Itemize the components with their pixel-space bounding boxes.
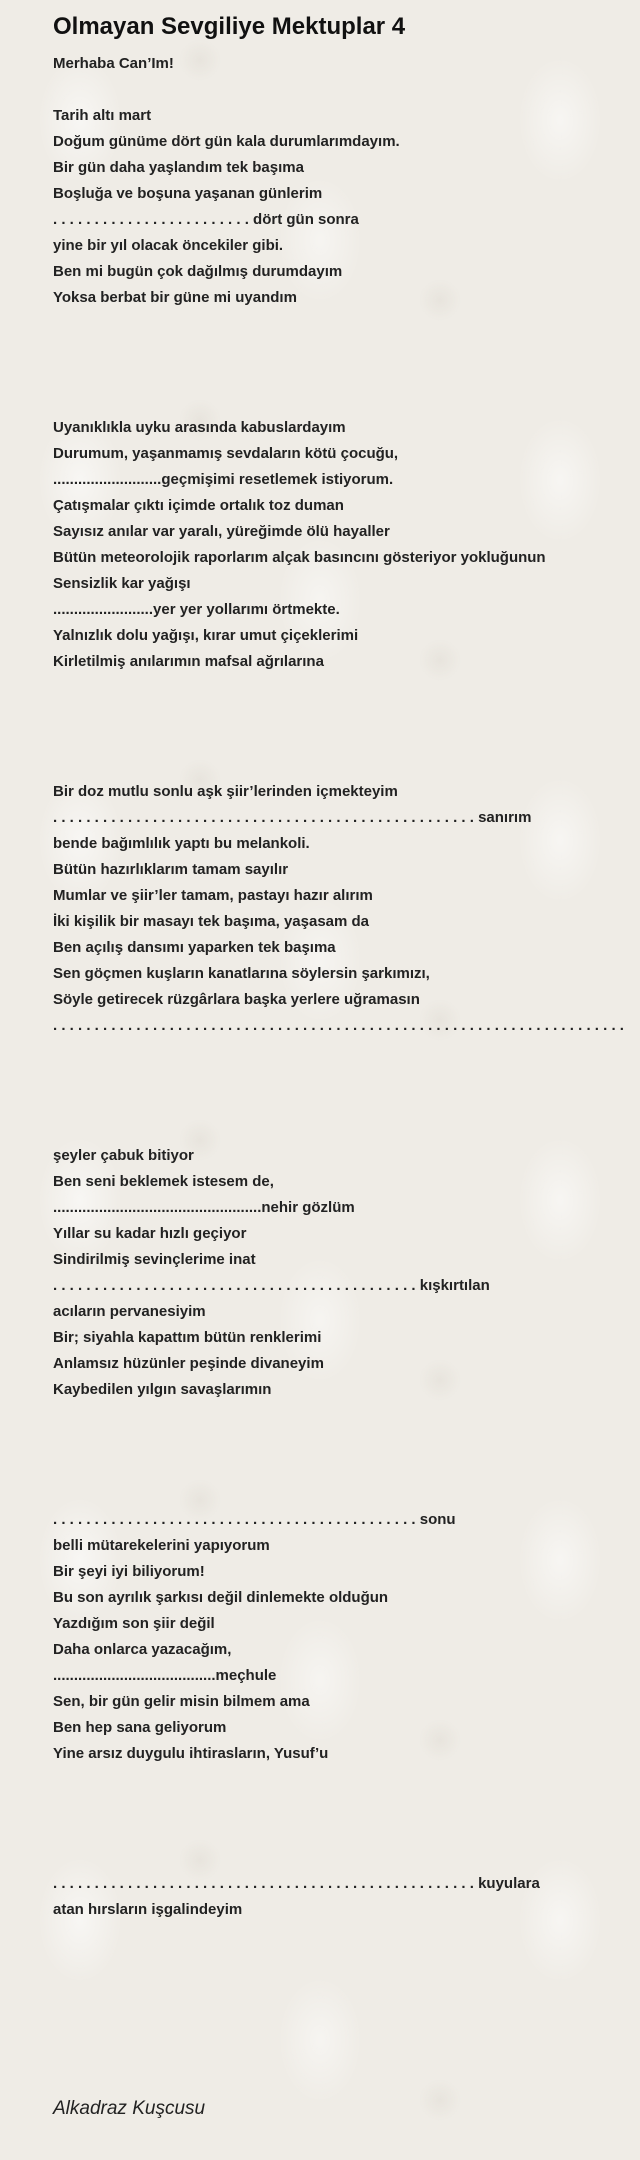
poem-line: Bütün meteorolojik raporlarım alçak basıncını gösteriyor yokluğunun: [53, 549, 546, 566]
stanza-gap: [53, 311, 640, 337]
poem-line: Daha onlarca yazacağım,: [53, 1641, 232, 1658]
poem-line: Bütün hazırlıklarım tamam sayılır: [53, 861, 289, 878]
poem-line: Bu son ayrılık şarkısı değil dinlemekte olduğun: [53, 1589, 389, 1606]
poem-line: Bir gün daha yaşlandım tek başıma: [53, 159, 304, 176]
poem-line: . . . . . . . . . . . . . . . . . . . . . . . . . . . . . . . . . . . . . . . . . . . . . . . . . . . sanırım: [53, 809, 532, 826]
stanza: [53, 1871, 640, 1923]
stanza-gap: [53, 1481, 640, 1507]
poem-line: Uyanıklıkla uyku arasında kabuslardayım: [53, 419, 346, 436]
stanza-gap: [53, 1403, 640, 1429]
stanza-gap: [53, 1455, 640, 1481]
poem-line: Bir; siyahla kapattım bütün renklerimi: [53, 1329, 322, 1346]
poem-line: Ben mi bugün çok dağılmış durumdayım: [53, 263, 343, 280]
stanza-gap: [53, 363, 640, 389]
poem-line: Bir doz mutlu sonlu aşk şiir’lerinden içmekteyim: [53, 783, 398, 800]
stanza-gap: [53, 1429, 640, 1455]
stanza: [53, 1507, 640, 1871]
stanza-gap: [53, 1845, 640, 1871]
poem-line: Yine arsız duygulu ihtirasların, Yusuf’u: [53, 1745, 329, 1762]
poem-line: Yoksa berbat bir güne mi uyandım: [53, 289, 297, 306]
poem-line: Sensizlik kar yağışı: [53, 575, 191, 592]
poem-line: acıların pervanesiyim: [53, 1303, 206, 1320]
stanza-gap: [53, 1793, 640, 1819]
stanza: [53, 415, 640, 779]
poem-title: Olmayan Sevgiliye Mektuplar 4: [53, 13, 406, 40]
stanza-gap: [53, 389, 640, 415]
poem-line: . . . . . . . . . . . . . . . . . . . . . . . . dört gün sonra: [53, 211, 359, 228]
poem-line: yine bir yıl olacak öncekiler gibi.: [53, 237, 284, 254]
poem-line: Anlamsız hüzünler peşinde divaneyim: [53, 1355, 324, 1372]
spacer: [53, 77, 640, 103]
poem-line: .......................................meçhule: [53, 1667, 277, 1684]
poem-line: Durumum, yaşanmamış sevdaların kötü çocuğu,: [53, 445, 399, 462]
poem-line: . . . . . . . . . . . . . . . . . . . . . . . . . . . . . . . . . . . . . . . . . . . . . . . . . . . kuyulara: [53, 1875, 540, 1892]
poem-line: Yazdığım son şiir değil: [53, 1615, 215, 1632]
poem-line: belli mütarekelerini yapıyorum: [53, 1537, 270, 1554]
stanza-gap: [53, 675, 640, 701]
poem-line: bende bağımlılık yaptı bu melankoli.: [53, 835, 310, 852]
poem-line: Sen göçmen kuşların kanatlarına söylersin şarkımızı,: [53, 965, 430, 982]
stanza-gap: [53, 701, 640, 727]
poem-line: Yıllar su kadar hızlı geçiyor: [53, 1225, 247, 1242]
poem-line: ........................yer yer yollarımı örtmekte.: [53, 601, 340, 618]
stanza-gap: [53, 727, 640, 753]
stanza-gap: [53, 1819, 640, 1845]
stanza: [53, 1143, 640, 1507]
poem-line: Kirletilmiş anılarımın mafsal ağrılarına: [53, 653, 324, 670]
poem-line: . . . . . . . . . . . . . . . . . . . . . . . . . . . . . . . . . . . . . . . . . . . . sonu: [53, 1511, 456, 1528]
stanza-gap: [53, 1117, 640, 1143]
poem-line: Bir şeyi iyi biliyorum!: [53, 1563, 205, 1580]
stanza-gap: [53, 1091, 640, 1117]
poem-line: . . . . . . . . . . . . . . . . . . . . . . . . . . . . . . . . . . . . . . . . . . . . kışkırtılan: [53, 1277, 490, 1294]
poem-line: Yalnızlık dolu yağışı, kırar umut çiçeklerimi: [53, 627, 359, 644]
poem-line: Ben açılış dansımı yaparken tek başıma: [53, 939, 336, 956]
poem-body: [53, 51, 640, 1923]
poem-line: Tarih altı mart: [53, 107, 152, 124]
stanza: [53, 779, 640, 1143]
poem-line: Ben seni beklemek istesem de,: [53, 1173, 274, 1190]
greeting-line: Merhaba Can’Im!: [53, 55, 174, 72]
poem-line: ..........................geçmişimi resetlemek istiyorum.: [53, 471, 394, 488]
poem-line: İki kişilik bir masayı tek başıma, yaşasam da: [53, 913, 370, 930]
author-signature: Alkadraz Kuşcusu: [53, 2098, 206, 2119]
stanza-gap: [53, 1065, 640, 1091]
poem-line: Çatışmalar çıktı içimde ortalık toz duman: [53, 497, 344, 514]
poem-line: ..................................................nehir gözlüm: [53, 1199, 355, 1216]
poem-line: Sen, bir gün gelir misin bilmem ama: [53, 1693, 310, 1710]
poem-line: Ben hep sana geliyorum: [53, 1719, 227, 1736]
poem-line: . . . . . . . . . . . . . . . . . . . . . . . . . . . . . . . . . . . . . . . . . . . . . . . . . . . . . . . . . . . . . . . . . . . . .: [53, 1017, 624, 1034]
stanza-gap: [53, 1039, 640, 1065]
poem-line: Doğum günüme dört gün kala durumlarımdayım.: [53, 133, 400, 150]
stanza: [53, 103, 640, 415]
poem-line: Söyle getirecek rüzgârlara başka yerlere uğramasın: [53, 991, 420, 1008]
poem-line: Mumlar ve şiir’ler tamam, pastayı hazır alırım: [53, 887, 373, 904]
stanza-gap: [53, 753, 640, 779]
poem-line: Sayısız anılar var yaralı, yüreğimde ölü hayaller: [53, 523, 390, 540]
stanza-gap: [53, 1767, 640, 1793]
poem-line: Kaybedilen yılgın savaşlarımın: [53, 1381, 272, 1398]
poem-line: Sindirilmiş sevinçlerime inat: [53, 1251, 256, 1268]
stanza-list: [53, 103, 640, 1923]
stanza-gap: [53, 337, 640, 363]
poem-line: atan hırsların işgalindeyim: [53, 1901, 243, 1918]
poem-line: Boşluğa ve boşuna yaşanan günlerim: [53, 185, 323, 202]
poem-line: şeyler çabuk bitiyor: [53, 1147, 194, 1164]
